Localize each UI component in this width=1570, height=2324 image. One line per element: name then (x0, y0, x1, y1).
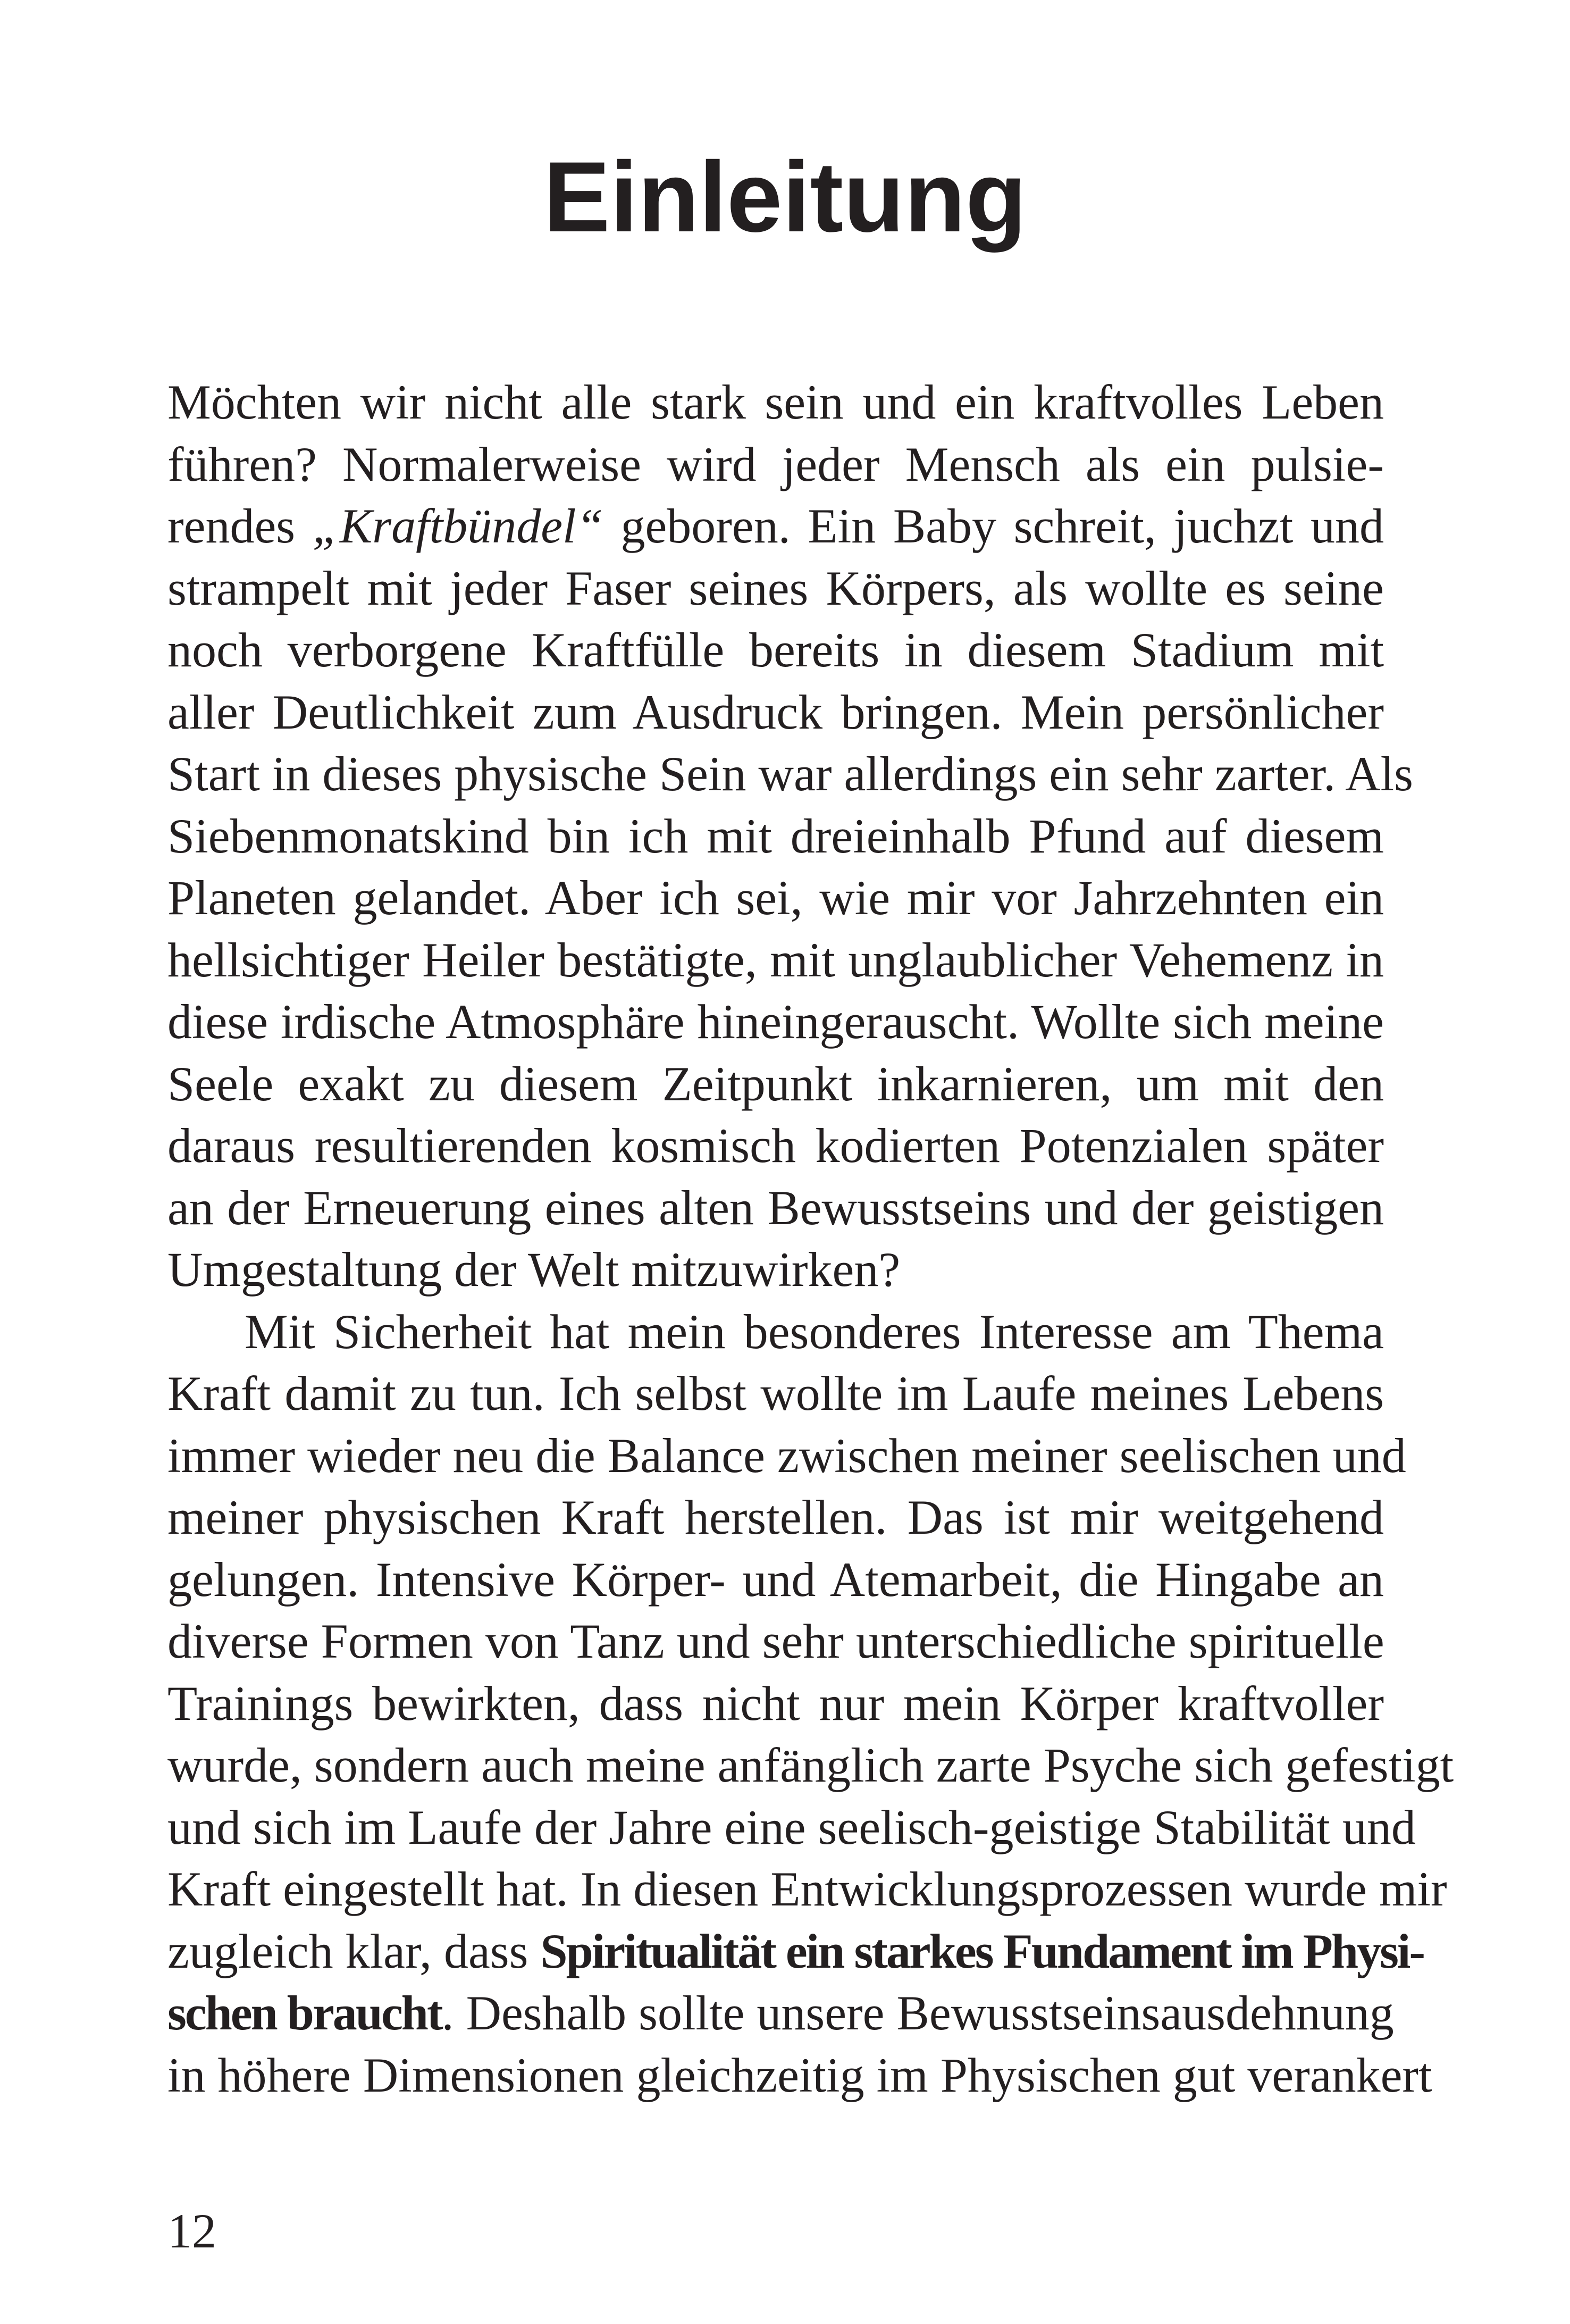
text-line: Siebenmonatskind bin ich mit dreieinhalb Pfund auf diesem (167, 808, 1384, 863)
text-line: Mit Sicherheit hat mein besonderes Interesse am Thema (245, 1304, 1384, 1359)
text-line: Trainings bewirkten, dass nicht nur mein Körper kraftvoller (167, 1676, 1384, 1731)
chapter-title: Einleitung (543, 141, 1027, 253)
text-line: wurde, sondern auch meine anfänglich zarte Psyche sich gefestigt (167, 1738, 1454, 1792)
text-line: gelungen. Intensive Körper- und Atemarbeit, die Hingabe an (167, 1552, 1384, 1607)
text-line: Seele exakt zu diesem Zeitpunkt inkarnieren, um mit den (167, 1056, 1384, 1111)
text-line: führen? Normalerweise wird jeder Mensch als ein pulsie- (167, 437, 1384, 491)
text-line (167, 495, 1384, 557)
text-run: rendes (167, 499, 313, 553)
text-line: diese irdische Atmosphäre hineingerauscht. Wollte sich meine (167, 994, 1384, 1049)
text-run: geboren. Ein Baby schreit, juchzt und (603, 499, 1384, 553)
text-line: Planeten gelandet. Aber ich sei, wie mir vor Jahrzehnten ein (167, 871, 1384, 925)
text-line (167, 1920, 1424, 1983)
text-line: noch verborgene Kraftfülle bereits in diesem Stadium mit (167, 623, 1384, 677)
text-line: Kraft eingestellt hat. In diesen Entwicklungsprozessen wurde mir (167, 1862, 1447, 1916)
text-line: meiner physischen Kraft herstellen. Das ist mir weitgehend (167, 1490, 1384, 1544)
text-line (167, 1982, 1394, 2044)
page-number: 12 (167, 2204, 216, 2258)
text-line: an der Erneuerung eines alten Bewusstseins und der geistigen (167, 1180, 1384, 1235)
text-run: zugleich klar, dass (167, 1924, 541, 1978)
text-line: hellsichtiger Heiler bestätigte, mit unglaublicher Vehemenz in (167, 932, 1384, 987)
text-line: Start in dieses physische Sein war allerdings ein sehr zarter. Als (167, 747, 1413, 801)
text-line: Kraft damit zu tun. Ich selbst wollte im Laufe meines Lebens (167, 1366, 1384, 1420)
text-line: und sich im Laufe der Jahre eine seelisch-geistige Stabilität und (167, 1800, 1416, 1854)
text-line: aller Deutlichkeit zum Ausdruck bringen. Mein persönlicher (167, 684, 1384, 739)
text-line: Umgestaltung der Welt mitzuwirken? (167, 1242, 901, 1297)
text-line: diverse Formen von Tanz und sehr unterschiedliche spirituelle (167, 1614, 1384, 1668)
text-line: strampelt mit jeder Faser seines Körpers, als wollte es seine (167, 561, 1384, 615)
bold-phrase: schen braucht (167, 1986, 442, 2040)
bold-phrase: Spiritualität ein starkes Fundament im Physi- (540, 1924, 1424, 1978)
emphasized-term: „Kraftbündel“ (312, 499, 603, 553)
text-line: immer wieder neu die Balance zwischen meiner seelischen und (167, 1428, 1406, 1483)
text-line: daraus resultierenden kosmisch kodierten Potenzialen später (167, 1118, 1384, 1173)
text-run: . Deshalb sollte unsere Bewusstseinsausdehnung (441, 1986, 1394, 2040)
text-line: in höhere Dimensionen gleichzeitig im Physischen gut verankert (167, 2047, 1432, 2102)
body-text (167, 371, 1454, 2106)
text-line: Möchten wir nicht alle stark sein und ein kraftvolles Leben (167, 375, 1384, 429)
